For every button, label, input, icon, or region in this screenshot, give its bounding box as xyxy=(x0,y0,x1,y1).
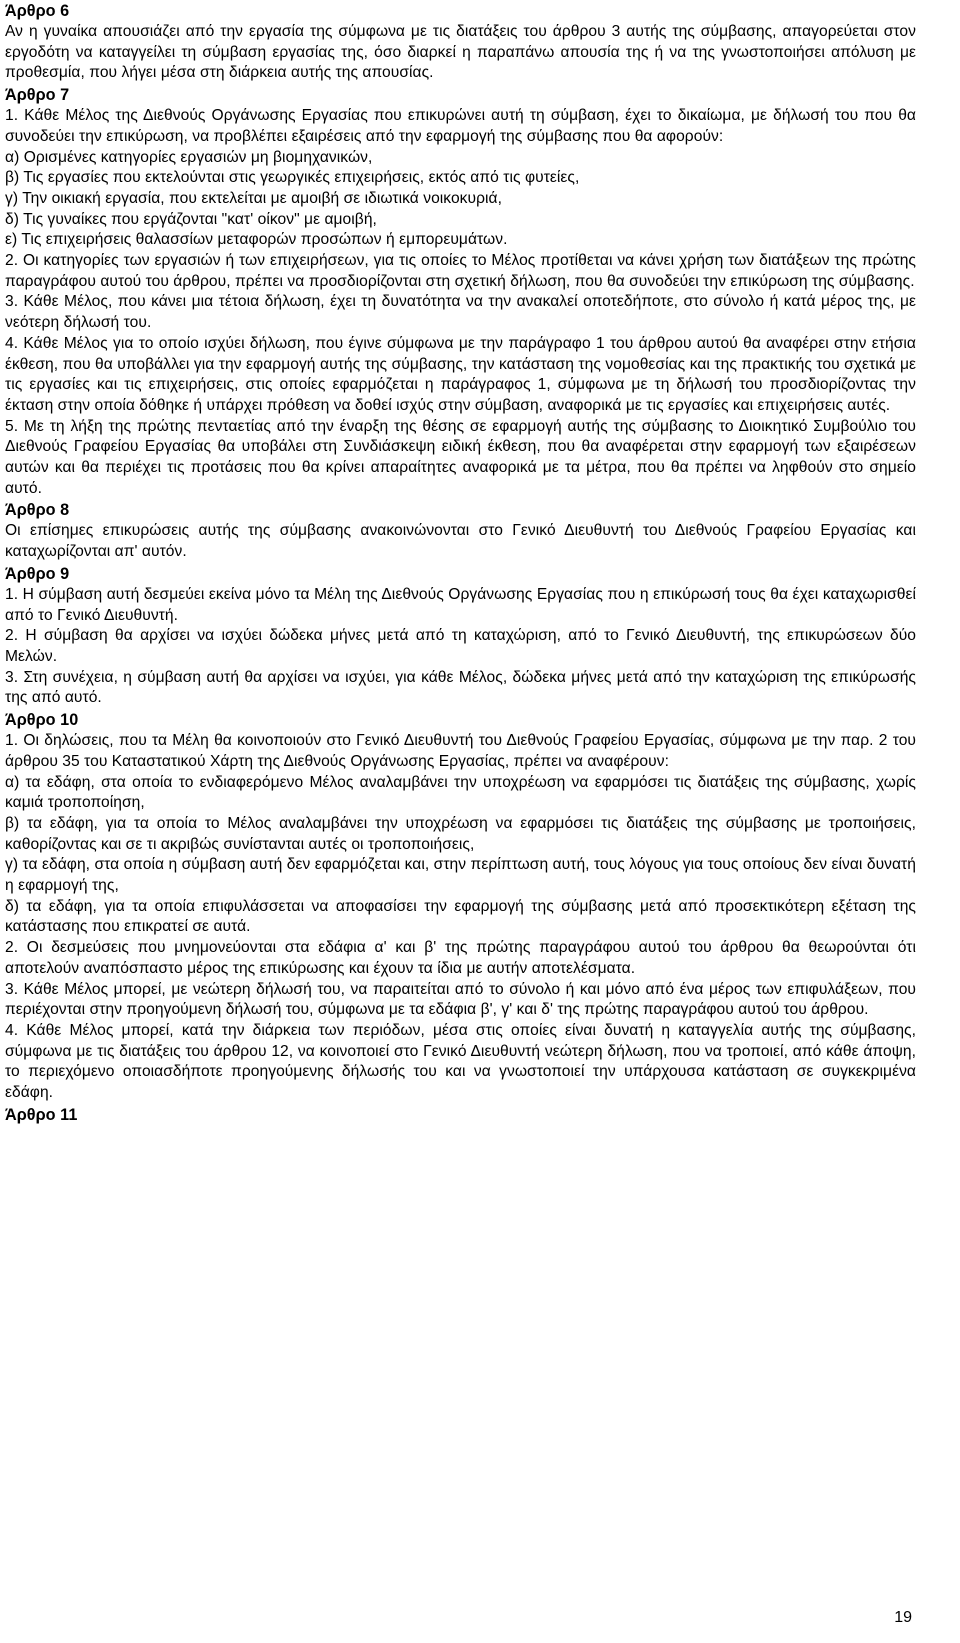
article-8-heading: Άρθρο 8 xyxy=(5,501,70,520)
article-10-item-b: β) τα εδάφη, για τα οποία το Μέλος αναλαμβάνει την υποχρέωση να εφαρμόσει τις διατάξεις της σύμβασης με τροποιήσεις, καθορίζοντας και σε τι ακριβώς συνίστανται αυτές οι τροποποιήσεις, xyxy=(5,814,916,853)
article-7-item-c: γ) Την οικιακή εργασία, που εκτελείται με αμοιβή σε ιδιωτικά νοικοκυριά, xyxy=(5,189,502,207)
article-10-paragraph-4: 4. Κάθε Μέλος μπορεί, κατά την διάρκεια των περιόδων, μέσα στις οποίες είναι δυνατή η καταγγελία αυτής της σύμβασης, σύμφωνα με τις διατάξεις του άρθρου 12, να κοινοποιεί στο Γενικό Διευθυντή νεώτερη δήλωση, που να τροποιεί, από κάθε άποψη, το περιεχόμενο οποιασδήποτε προηγούμενης δήλωσής του και να γνωστοποιεί την υπάρχουσα κατάσταση σε συγκεκριμένα εδάφη. xyxy=(5,1021,916,1102)
article-9-heading: Άρθρο 9 xyxy=(5,564,70,583)
article-11-heading: Άρθρο 11 xyxy=(5,1105,78,1124)
article-6-paragraph: Αν η γυναίκα απουσιάζει από την εργασία της σύμφωνα με τις διατάξεις του άρθρου 3 αυτής της σύμβασης, απαγορεύεται στον εργοδότη να καταγγείλει τη σύμβαση εργασίας της, όσο διαρκεί η παραπάνω απουσία της ή να της γνωστοποιήσει απόλυση με προθεσμία, που λήγει μέσα στη διάρκεια αυτής της απουσίας. xyxy=(5,23,916,82)
page-number: 19 xyxy=(894,1609,912,1626)
article-9-paragraph-2: 2. Η σύμβαση θα αρχίσει να ισχύει δώδεκα μήνες μετά από τη καταχώριση, από το Γενικό Διευθυντή, της επικυρώσεων δύο Μελών. xyxy=(5,627,916,665)
article-7-item-b: β) Τις εργασίες που εκτελούνται στις γεωργικές επιχειρήσεις, εκτός από τις φυτείες, xyxy=(5,169,580,187)
article-10-item-d: δ) τα εδάφη, για τα οποία επιφυλάσσεται να αποφασίσει την εφαρμογή της σύμβασης μετά από προσεκτικότερη εξέταση της κατάστασης που επικρατεί σε αυτά. xyxy=(5,897,916,936)
article-9-paragraph-1: 1. Η σύμβαση αυτή δεσμεύει εκείνα μόνο τα Μέλη της Διεθνούς Οργάνωσης Εργασίας που η επικύρωσή τους θα έχει καταχωρισθεί από το Γενικό Διευθυντή. xyxy=(5,585,916,624)
article-6-heading: Άρθρο 6 xyxy=(5,2,70,20)
article-10-paragraph-1: 1. Οι δηλώσεις, που τα Μέλη θα κοινοποιούν στο Γενικό Διευθυντή του Διεθνούς Γραφείου Εργασίας, σύμφωνα με την παρ. 2 του άρθρου 35 του Καταστατικού Χάρτη της Διεθνούς Οργάνωσης Εργασίας, πρέπει να αναφέρουν: xyxy=(5,732,916,770)
article-7-paragraph-5: 5. Με τη λήξη της πρώτης πενταετίας από την έναρξη της θέσης σε εφαρμογή αυτής της σύμβασης το Διοικητικό Συμβούλιο του Διεθνούς Γραφείου Εργασίας θα υποβάλει στη Συνδιάσκεψη ειδική έκθεση, που θα αναφέρεται στην εφαρμογή των εξαιρέσεων αυτών και θα περιέχει τις προτάσεις που θα κρίνει απαραίτητες αναφορικά με τα μέτρα, που θα πρέπει να ληφθούν στο σημείο αυτό. xyxy=(5,417,916,497)
document-body xyxy=(5,0,916,1126)
article-10-paragraph-3: 3. Κάθε Μέλος μπορεί, με νεώτερη δήλωσή του, να παραιτείται από το σύνολο ή και μόνο από ένα μέρος των επιφυλάξεων, που περιέχονται στην προηγούμενη δήλωσή του, σύμφωνα με τα εδάφια β', γ' και δ' της πρώτης παραγράφου αυτού του άρθρου. xyxy=(5,980,916,1019)
article-7-item-e: ε) Τις επιχειρήσεις θαλασσίων μεταφορών προσώπων ή εμπορευμάτων. xyxy=(5,231,508,249)
article-7-heading: Άρθρο 7 xyxy=(5,86,70,105)
article-9-paragraph-3: 3. Στη συνέχεια, η σύμβαση αυτή θα αρχίσει να ισχύει, για κάθε Μέλος, δώδεκα μήνες μετά από την καταχώριση της επικύρωσής της από αυτό. xyxy=(5,668,916,707)
article-10-item-c: γ) τα εδάφη, στα οποία η σύμβαση αυτή δεν εφαρμόζεται και, στην περίπτωση αυτή, τους λόγους για τους οποίους δεν είναι δυνατή η εφαρμογή της, xyxy=(5,856,916,895)
article-8-paragraph: Οι επίσημες επικυρώσεις αυτής της σύμβασης ανακοινώνονται στο Γενικό Διευθυντή του Διεθνούς Γραφείου Εργασίας και καταχωρίζονται απ' αυτόν. xyxy=(5,522,916,561)
article-7-paragraph-3: 3. Κάθε Μέλος, που κάνει μια τέτοια δήλωση, έχει τη δυνατότητα να την ανακαλεί οποτεδήποτε, στο σύνολο ή κατά μέρος της, με νεότερη δήλωσή του. xyxy=(5,293,916,332)
article-7-item-a: α) Ορισμένες κατηγορίες εργασιών μη βιομηχανικών, xyxy=(5,148,373,166)
article-7-item-d: δ) Τις γυναίκες που εργάζονται "κατ' οίκον" με αμοιβή, xyxy=(5,210,377,228)
article-10-heading: Άρθρο 10 xyxy=(5,711,79,730)
article-10-paragraph-2: 2. Οι δεσμεύσεις που μνημονεύονται στα εδάφια α' και β' της πρώτης παραγράφου αυτού του άρθρου θα θεωρούνται ότι αποτελούν αναπόσπαστο μέρος της επικύρωσης και έχουν τα ίδια με αυτήν αποτελέσματα. xyxy=(5,939,916,977)
article-10-item-a: α) τα εδάφη, στα οποία το ενδιαφερόμενο Μέλος αναλαμβάνει την υποχρέωση να εφαρμόσει τις διατάξεις της σύμβασης, χωρίς καμιά τροποποίηση, xyxy=(5,773,916,812)
article-7-paragraph-1: 1. Κάθε Μέλος της Διεθνούς Οργάνωσης Εργασίας που επικυρώνει αυτή τη σύμβαση, έχει το δικαίωμα, με δήλωσή του που θα συνοδεύει την επικύρωση, να προβλέπει εξαιρέσεις από την εφαρμογή της σύμβασης που θα αφορούν: xyxy=(5,107,916,145)
article-7-paragraph-2: 2. Οι κατηγορίες των εργασιών ή των επιχειρήσεων, για τις οποίες το Μέλος προτίθεται να κάνει χρήση των διατάξεων της πρώτης παραγράφου αυτού του άρθρου, πρέπει να προσδιορίζονται στη σχετική δήλωση, που θα συνοδεύει την επικύρωση της σύμβασης. xyxy=(5,252,916,290)
article-7-paragraph-4: 4. Κάθε Μέλος για το οποίο ισχύει δήλωση, που έγινε σύμφωνα με την παράγραφο 1 του άρθρου αυτού θα αναφέρει στην ετήσια έκθεση, που θα υποβάλλει για την εφαρμογή αυτής της σύμβασης, την κατάσταση της νομοθεσίας και της πρακτικής του σχετικά με τις εργασίες και τις επιχειρήσεις, στις οποίες εφαρμόζεται η παράγραφος 1, σύμφωνα με τη δήλωσή του προσδιορίζοντας την έκταση στην οποία δόθηκε ή υπάρχει πρόθεση να δοθεί ισχύς στην σύμβαση, αναφορικά με τις εργασίες και επιχειρήσεις αυτές. xyxy=(5,334,916,414)
